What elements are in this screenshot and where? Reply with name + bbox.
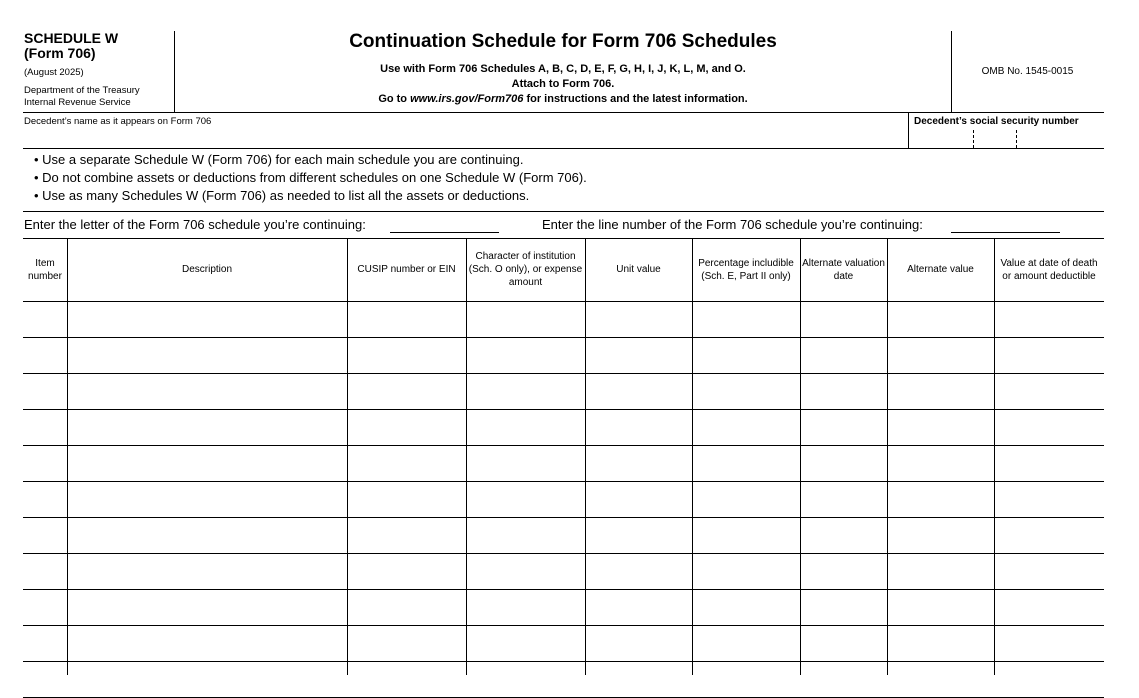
table-cell-input[interactable] — [801, 482, 887, 518]
omb-number: OMB No. 1545-0015 — [981, 66, 1074, 77]
revision-date: (August 2025) — [24, 67, 84, 78]
table-cell-input[interactable] — [586, 338, 692, 374]
form-title-block — [174, 31, 952, 107]
table-cell-input[interactable] — [68, 410, 347, 446]
table-cell-input[interactable] — [24, 446, 67, 482]
table-cell-input[interactable] — [467, 554, 585, 590]
table-cell-input[interactable] — [801, 410, 887, 446]
table-cell-input[interactable] — [693, 302, 800, 338]
line-number-input[interactable] — [951, 216, 1060, 233]
table-cell-input[interactable] — [68, 518, 347, 554]
table-cell-input[interactable] — [348, 446, 466, 482]
table-cell-input[interactable] — [24, 662, 67, 698]
instructions-list — [34, 151, 587, 205]
schedule-title: SCHEDULE W (Form 706) — [24, 30, 119, 61]
column-header: Item number — [28, 257, 62, 282]
table-cell-input[interactable] — [586, 626, 692, 662]
table-cell-input[interactable] — [693, 338, 800, 374]
table-cell-input[interactable] — [888, 662, 994, 698]
table-cell-input[interactable] — [348, 554, 466, 590]
table-cell-input[interactable] — [586, 662, 692, 698]
table-cell-input[interactable] — [801, 590, 887, 626]
table-cell-input[interactable] — [693, 518, 800, 554]
table-cell-input[interactable] — [68, 302, 347, 338]
table-cell-input[interactable] — [348, 410, 466, 446]
table-cell-input[interactable] — [693, 590, 800, 626]
table-cell-input[interactable] — [68, 482, 347, 518]
table-cell-input[interactable] — [24, 554, 67, 590]
table-cell-input[interactable] — [348, 626, 466, 662]
table-cell-input[interactable] — [995, 302, 1104, 338]
table-cell-input[interactable] — [586, 518, 692, 554]
table-cell-input[interactable] — [995, 410, 1104, 446]
table-cell-input[interactable] — [24, 518, 67, 554]
column-header: Alternate valuation date — [802, 257, 885, 282]
table-cell-input[interactable] — [467, 410, 585, 446]
bullet-item: • Use a separate Schedule W (Form 706) for each main schedule you are continuing. — [34, 152, 524, 167]
table-cell-input[interactable] — [801, 626, 887, 662]
form-title: Continuation Schedule for Form 706 Schedules — [349, 31, 777, 52]
table-cell-input[interactable] — [801, 662, 887, 698]
table-cell-input[interactable] — [24, 374, 67, 410]
table-cell-input[interactable] — [801, 446, 887, 482]
table-cell-input[interactable] — [693, 482, 800, 518]
table-cell-input[interactable] — [801, 518, 887, 554]
schedule-letter-label: Enter the letter of the Form 706 schedule you’re continuing: — [24, 217, 366, 232]
decedent-name-input[interactable] — [24, 128, 904, 148]
table-cell-input[interactable] — [693, 374, 800, 410]
table-cell-input[interactable] — [586, 482, 692, 518]
ssn-input[interactable] — [910, 128, 1104, 148]
table-cell-input[interactable] — [995, 662, 1104, 698]
table-cell-input[interactable] — [693, 554, 800, 590]
table-cell-input[interactable] — [348, 662, 466, 698]
table-cell-input[interactable] — [801, 338, 887, 374]
agency: Department of the Treasury Internal Revenue Service — [24, 85, 140, 108]
table-cell-input[interactable] — [68, 554, 347, 590]
table-cell-input[interactable] — [995, 518, 1104, 554]
table-cell-input[interactable] — [888, 590, 994, 626]
column-header: CUSIP number or EIN — [357, 264, 456, 275]
instruction-line: Go to www.irs.gov/Form706 for instructions and the latest information. — [378, 93, 748, 105]
table-cell-input[interactable] — [24, 482, 67, 518]
table-cell-input[interactable] — [467, 374, 585, 410]
table-cell-input[interactable] — [467, 446, 585, 482]
irs-link[interactable]: www.irs.gov/Form706 — [410, 93, 524, 105]
table-cell-input[interactable] — [348, 374, 466, 410]
table-cell-input[interactable] — [24, 338, 67, 374]
bullet-item: • Do not combine assets or deductions from different schedules on one Schedule W (Form 706). — [34, 170, 587, 185]
table-cell-input[interactable] — [24, 626, 67, 662]
table-cell-input[interactable] — [68, 662, 347, 698]
column-header: Character of institution (Sch. O only), or expense amount — [468, 251, 583, 288]
table-cell-input[interactable] — [888, 410, 994, 446]
table-cell-input[interactable] — [586, 590, 692, 626]
table-cell-input[interactable] — [888, 518, 994, 554]
table-cell-input[interactable] — [801, 554, 887, 590]
table-cell-input[interactable] — [586, 302, 692, 338]
table-cell-input[interactable] — [24, 410, 67, 446]
table-cell-input[interactable] — [348, 338, 466, 374]
table-cell-input[interactable] — [467, 590, 585, 626]
table-cell-input[interactable] — [995, 374, 1104, 410]
table-cell-input[interactable] — [888, 374, 994, 410]
ssn-label: Decedent’s social security number — [914, 116, 1079, 127]
table-cell-input[interactable] — [995, 446, 1104, 482]
table-cell-input[interactable] — [888, 482, 994, 518]
table-cell-input[interactable] — [467, 626, 585, 662]
table-cell-input[interactable] — [888, 302, 994, 338]
table-cell-input[interactable] — [348, 302, 466, 338]
decedent-name-label: Decedent’s name as it appears on Form 706 — [24, 116, 212, 127]
table-cell-input[interactable] — [68, 446, 347, 482]
table-cell-input[interactable] — [693, 662, 800, 698]
table-cell-input[interactable] — [888, 554, 994, 590]
table-cell-input[interactable] — [888, 338, 994, 374]
column-header: Alternate value — [907, 264, 974, 275]
table-cell-input[interactable] — [348, 518, 466, 554]
table-cell-input[interactable] — [693, 410, 800, 446]
instruction-line: Use with Form 706 Schedules A, B, C, D, E, F, G, H, I, J, K, L, M, and O. — [380, 63, 746, 75]
column-header: Unit value — [616, 264, 661, 275]
table-cell-input[interactable] — [801, 302, 887, 338]
table-cell-input[interactable] — [693, 446, 800, 482]
table-cell-input[interactable] — [995, 338, 1104, 374]
table-cell-input[interactable] — [348, 590, 466, 626]
table-cell-input[interactable] — [586, 446, 692, 482]
table-cell-input[interactable] — [467, 338, 585, 374]
table-cell-input[interactable] — [995, 554, 1104, 590]
table-cell-input[interactable] — [467, 518, 585, 554]
table-cell-input[interactable] — [68, 338, 347, 374]
table-cell-input[interactable] — [995, 482, 1104, 518]
table-cell-input[interactable] — [995, 626, 1104, 662]
table-cell-input[interactable] — [586, 374, 692, 410]
table-cell-input[interactable] — [888, 446, 994, 482]
table-cell-input[interactable] — [68, 590, 347, 626]
table-cell-input[interactable] — [995, 590, 1104, 626]
table-cell-input[interactable] — [24, 302, 67, 338]
column-header: Percentage includible (Sch. E, Part II only) — [698, 257, 794, 282]
table-cell-input[interactable] — [24, 590, 67, 626]
table-cell-input[interactable] — [586, 554, 692, 590]
table-cell-input[interactable] — [467, 662, 585, 698]
table-cell-input[interactable] — [467, 302, 585, 338]
table-cell-input[interactable] — [586, 410, 692, 446]
table-cell-input[interactable] — [888, 626, 994, 662]
column-header: Description — [181, 264, 233, 275]
table-cell-input[interactable] — [693, 626, 800, 662]
column-header: Value at date of death or amount deductible — [1000, 257, 1098, 282]
table-cell-input[interactable] — [801, 374, 887, 410]
bullet-item: • Use as many Schedules W (Form 706) as needed to list all the assets or deductions. — [34, 188, 530, 203]
table-cell-input[interactable] — [68, 626, 347, 662]
schedule-letter-input[interactable] — [390, 216, 499, 233]
table-cell-input[interactable] — [348, 482, 466, 518]
instruction-line: Attach to Form 706. — [511, 78, 615, 90]
table-cell-input[interactable] — [467, 482, 585, 518]
table-cell-input[interactable] — [68, 374, 347, 410]
line-number-label: Enter the line number of the Form 706 schedule you’re continuing: — [542, 217, 923, 232]
